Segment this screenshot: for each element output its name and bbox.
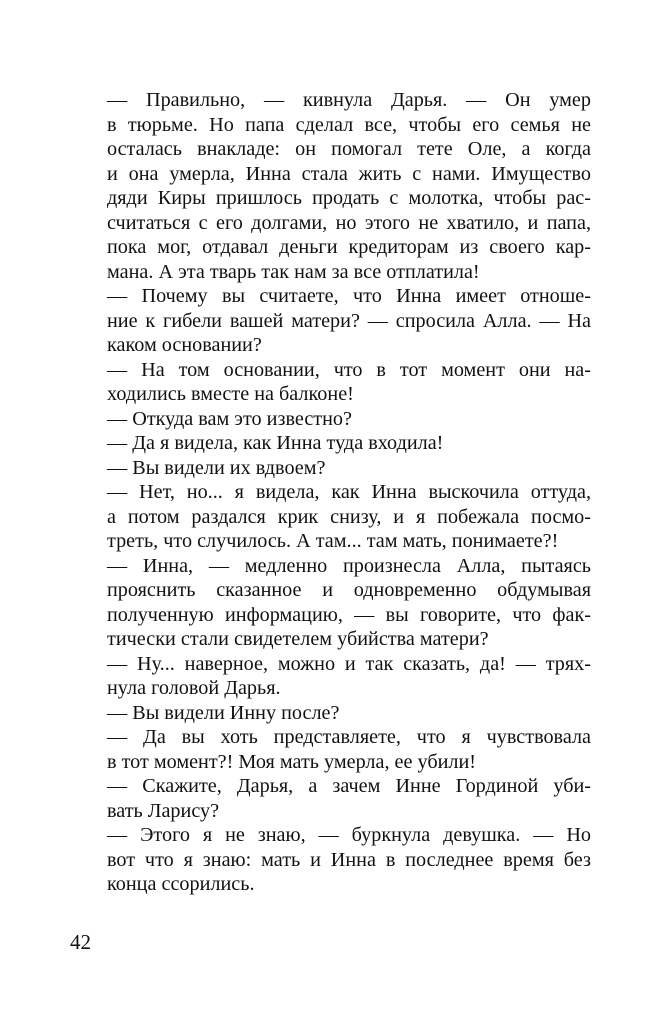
text-line: — Откуда вам это известно? — [107, 407, 352, 430]
text-line: считаться с его долгами, но этого не хватило, и папа, — [107, 211, 591, 234]
text-line: — Да вы хоть представляете, что я чувствовала — [107, 726, 591, 748]
text-line: тически стали свидетелем убийства матери? — [107, 628, 489, 650]
paragraph — [70, 652, 591, 701]
text-line: в тот момент?! Моя мать умерла, ее убили! — [107, 750, 477, 773]
text-line: — Да я видела, как Инна туда входила! — [107, 432, 444, 454]
page-text — [70, 88, 591, 897]
paragraph — [70, 725, 591, 774]
text-line: а потом раздался крик снизу, и я побежала посмо- — [107, 505, 591, 528]
paragraph — [70, 554, 591, 652]
text-line: — Вы видели их вдвоем? — [107, 456, 326, 479]
text-line: вот что я знаю: мать и Инна в последнее время без — [107, 848, 591, 871]
paragraph — [70, 701, 591, 726]
text-line: пока мог, отдавал деньги кредиторам из своего кар- — [107, 236, 591, 258]
paragraph — [70, 823, 591, 897]
text-line: конца ссорились. — [107, 873, 255, 895]
text-line: — Почему вы считаете, что Инна имеет отноше- — [107, 285, 591, 307]
text-line: — На том основании, что в тот момент они на- — [107, 358, 591, 381]
text-line: в тюрьме. Но папа сделал все, чтобы его семья не — [107, 113, 591, 136]
paragraph — [70, 284, 591, 358]
paragraph — [70, 480, 591, 554]
text-line: — Правильно, — кивнула Дарья. — Он умер — [107, 89, 591, 111]
text-line: — Инна, — медленно произнесла Алла, пытаясь — [107, 554, 591, 577]
text-line: — Этого я не знаю, — буркнула девушка. — Но — [107, 824, 591, 846]
text-line: осталась внакладе: он помогал тете Оле, а когда — [107, 138, 591, 160]
paragraph — [70, 456, 591, 481]
text-line: — Вы видели Инну после? — [107, 701, 340, 724]
text-line: каком основании? — [107, 334, 262, 356]
text-line: полученную информацию, — вы говорите, что фак- — [107, 603, 591, 626]
paragraph — [70, 431, 591, 456]
text-line: — Ну... наверное, можно и так сказать, да! — трях- — [107, 652, 591, 675]
paragraph — [70, 88, 591, 284]
text-line: — Скажите, Дарья, а зачем Инне Гординой уби- — [107, 775, 591, 797]
text-line: треть, что случилось. А там... там мать, понимаете?! — [107, 530, 559, 552]
text-line: и она умерла, Инна стала жить с нами. Имущество — [107, 162, 591, 185]
text-line: прояснить сказанное и одновременно обдумывая — [107, 579, 591, 601]
text-line: — Нет, но... я видела, как Инна выскочила оттуда, — [107, 481, 591, 503]
paragraph — [70, 407, 591, 432]
text-line: нула головой Дарья. — [107, 677, 281, 699]
paragraph — [70, 774, 591, 823]
text-line: мана. А эта тварь так нам за все отплатила! — [107, 260, 480, 283]
paragraph — [70, 358, 591, 407]
text-line: ходились вместе на балконе! — [107, 383, 354, 405]
text-line: ние к гибели вашей матери? — спросила Алла. — На — [107, 309, 591, 332]
text-line: дяди Киры пришлось продать с молотка, чтобы рас- — [107, 187, 591, 209]
text-line: вать Ларису? — [107, 799, 220, 822]
page-number: 42 — [70, 930, 91, 954]
